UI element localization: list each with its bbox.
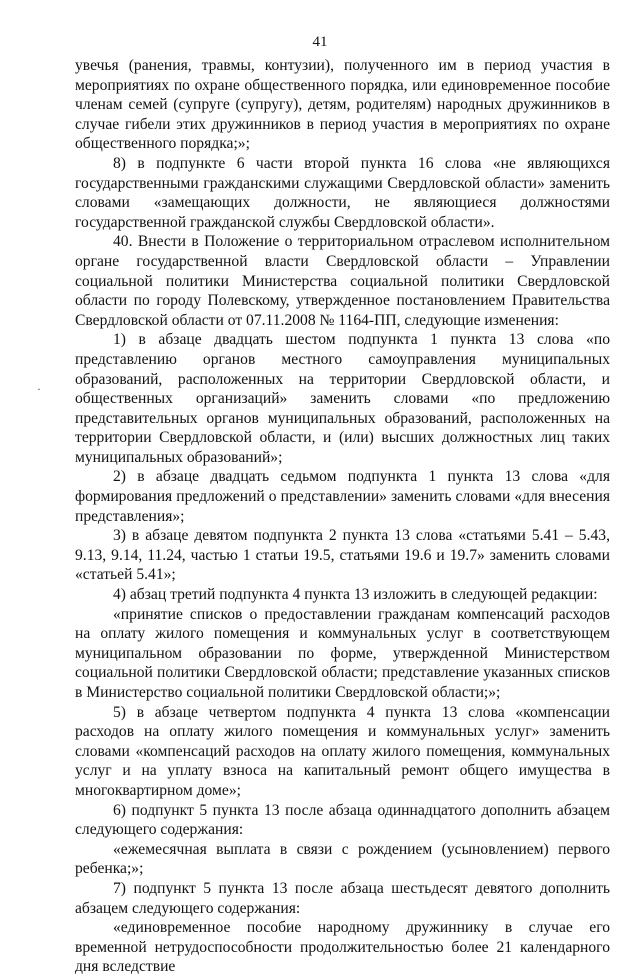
paragraph: 1) в абзаце двадцать шестом подпункта 1 пункта 13 слова «по представлению органов местного самоуправления муниципальных образований, расположенных на территории Свердловской области, и общественных организаций» заменить словами «по предложению представительных органов муниципальных образований, расположенных на территории Свердловской области, и (или) высших должностных лиц таких муниципальных образований»; <box>75 331 610 466</box>
document-body <box>75 56 610 977</box>
page-number: 41 <box>312 34 328 50</box>
paragraph: 40. Внести в Положение о территориальном отраслевом исполнительном органе государственной власти Свердловской области – Управлении социальной политики Министерства социальной политики Свердловской области по городу Полевскому, утвержденное постановлением Правительства Свердловской области от 07.11.2008 № 1164-ПП, следующие изменения: <box>75 233 610 329</box>
paragraph: «принятие списков о предоставлении гражданам компенсаций расходов на оплату жилого помещения и коммунальных услуг в соответствующем муниципальном образовании по форме, утвержденной Министерством социальной политики Свердловской области; представление указанных списков в Министерство социальной политики Свердловской области;»; <box>75 605 610 701</box>
paragraph: «ежемесячная выплата в связи с рождением (усыновлением) первого ребенка;»; <box>75 840 610 878</box>
paragraph: 4) абзац третий подпункта 4 пункта 13 изложить в следующей редакции: <box>113 586 598 604</box>
paragraph: 3) в абзаце девятом подпункта 2 пункта 13 слова «статьями 5.41 – 5.43, 9.13, 9.14, 11.24, частью 1 статьи 19.5, статьями 19.6 и 19.7» заменить словами «статьей 5.41»; <box>75 527 610 584</box>
paragraph: 2) в абзаце двадцать седьмом подпункта 1 пункта 13 слова «для формирования предложений о представлении» заменить словами «для внесения представления»; <box>75 468 610 525</box>
paragraph: «единовременное пособие народному дружиннику в случае его временной нетрудоспособности продолжительностью более 21 календарного дня вследствие <box>75 919 610 976</box>
paragraph: 7) подпункт 5 пункта 13 после абзаца шестьдесят девятого дополнить абзацем следующего содержания: <box>75 879 610 917</box>
paragraph: 6) подпункт 5 пункта 13 после абзаца одиннадцатого дополнить абзацем следующего содержания: <box>75 801 610 839</box>
paragraph: 8) в подпункте 6 части второй пункта 16 слова «не являющихся государственными гражданскими служащими Свердловской области» заменить словами «замещающих должности, не являющиеся должностями государственной гражданской службы Свердловской области». <box>75 154 610 231</box>
paragraph: увечья (ранения, травмы, контузии), полученного им в период участия в мероприятиях по охране общественного порядка, или единовременное пособие членам семей (супруге (супругу), детям, родителям) народных дружинников в случае гибели этих дружинников в период участия в мероприятиях по охране общественного порядка;»; <box>75 57 610 153</box>
paragraph: 5) в абзаце четвертом подпункта 4 пункта 13 слова «компенсации расходов на оплату жилого помещения и коммунальных услуг» заменить словами «компенсаций расходов на оплату жилого помещения, коммунальных услуг и на уплату взноса на капитальный ремонт общего имущества в многоквартирном доме»; <box>75 703 610 799</box>
margin-mark: · <box>37 382 41 396</box>
